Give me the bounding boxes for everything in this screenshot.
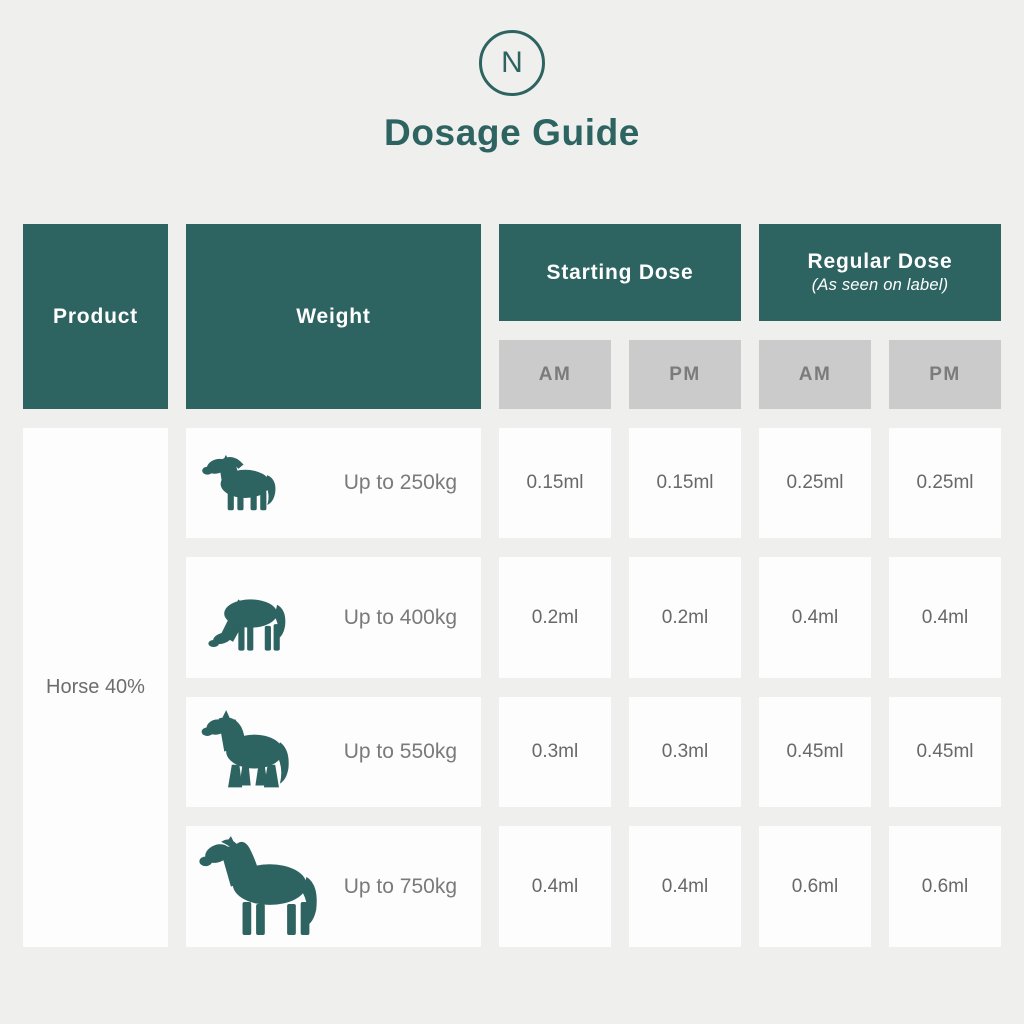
column-header-weight: Weight: [186, 224, 481, 409]
dose-cell-row1-regular-pm: 0.25ml: [889, 428, 1001, 538]
dose-cell-row4-regular-pm: 0.6ml: [889, 826, 1001, 947]
grazing-horse-icon: [196, 580, 293, 655]
dose-cell-row4-starting-am: 0.4ml: [499, 826, 611, 947]
column-header-product: Product: [23, 224, 168, 409]
dose-cell-row1-starting-pm: 0.15ml: [629, 428, 741, 538]
dose-cell-row3-regular-am: 0.45ml: [759, 697, 871, 807]
subheader-regular-pm: PM: [889, 340, 1001, 409]
page-title: Dosage Guide: [384, 112, 640, 153]
brand-logo-letter: N: [501, 46, 523, 79]
cob-horse-icon: [196, 710, 295, 795]
weight-label: Up to 750kg: [343, 874, 457, 898]
dose-cell-row1-regular-am: 0.25ml: [759, 428, 871, 538]
dose-cell-row2-starting-am: 0.2ml: [499, 557, 611, 678]
dose-cell-row2-regular-am: 0.4ml: [759, 557, 871, 678]
weight-label: Up to 550kg: [343, 740, 457, 763]
weight-cell-row4: [186, 826, 481, 947]
weight-cell-row2: [186, 557, 481, 678]
dosage-table: [23, 224, 1001, 947]
brand-logo-icon: [479, 30, 545, 96]
subheader-regular-am: AM: [759, 340, 871, 409]
dose-cell-row3-starting-pm: 0.3ml: [629, 697, 741, 807]
subheader-starting-pm: PM: [629, 340, 741, 409]
product-name-cell: Horse 40%: [23, 428, 168, 947]
dose-cell-row2-regular-pm: 0.4ml: [889, 557, 1001, 678]
page-header: [0, 30, 1024, 154]
weight-cell-row1: [186, 428, 481, 538]
column-header-starting-dose: Starting Dose: [499, 224, 741, 321]
column-header-regular-dose: [759, 224, 1001, 321]
dose-cell-row1-starting-am: 0.15ml: [499, 428, 611, 538]
regular-dose-label: Regular Dose: [807, 250, 953, 274]
weight-cell-row3: [186, 697, 481, 807]
draft-horse-icon: [196, 836, 322, 938]
dose-cell-row4-regular-am: 0.6ml: [759, 826, 871, 947]
dose-cell-row3-regular-pm: 0.45ml: [889, 697, 1001, 807]
weight-label: Up to 400kg: [343, 605, 457, 629]
dose-cell-row4-starting-pm: 0.4ml: [629, 826, 741, 947]
weight-label: Up to 250kg: [343, 471, 457, 494]
pony-icon: [196, 452, 284, 514]
regular-dose-note: (As seen on label): [811, 276, 949, 295]
dose-cell-row2-starting-pm: 0.2ml: [629, 557, 741, 678]
dose-cell-row3-starting-am: 0.3ml: [499, 697, 611, 807]
subheader-starting-am: AM: [499, 340, 611, 409]
